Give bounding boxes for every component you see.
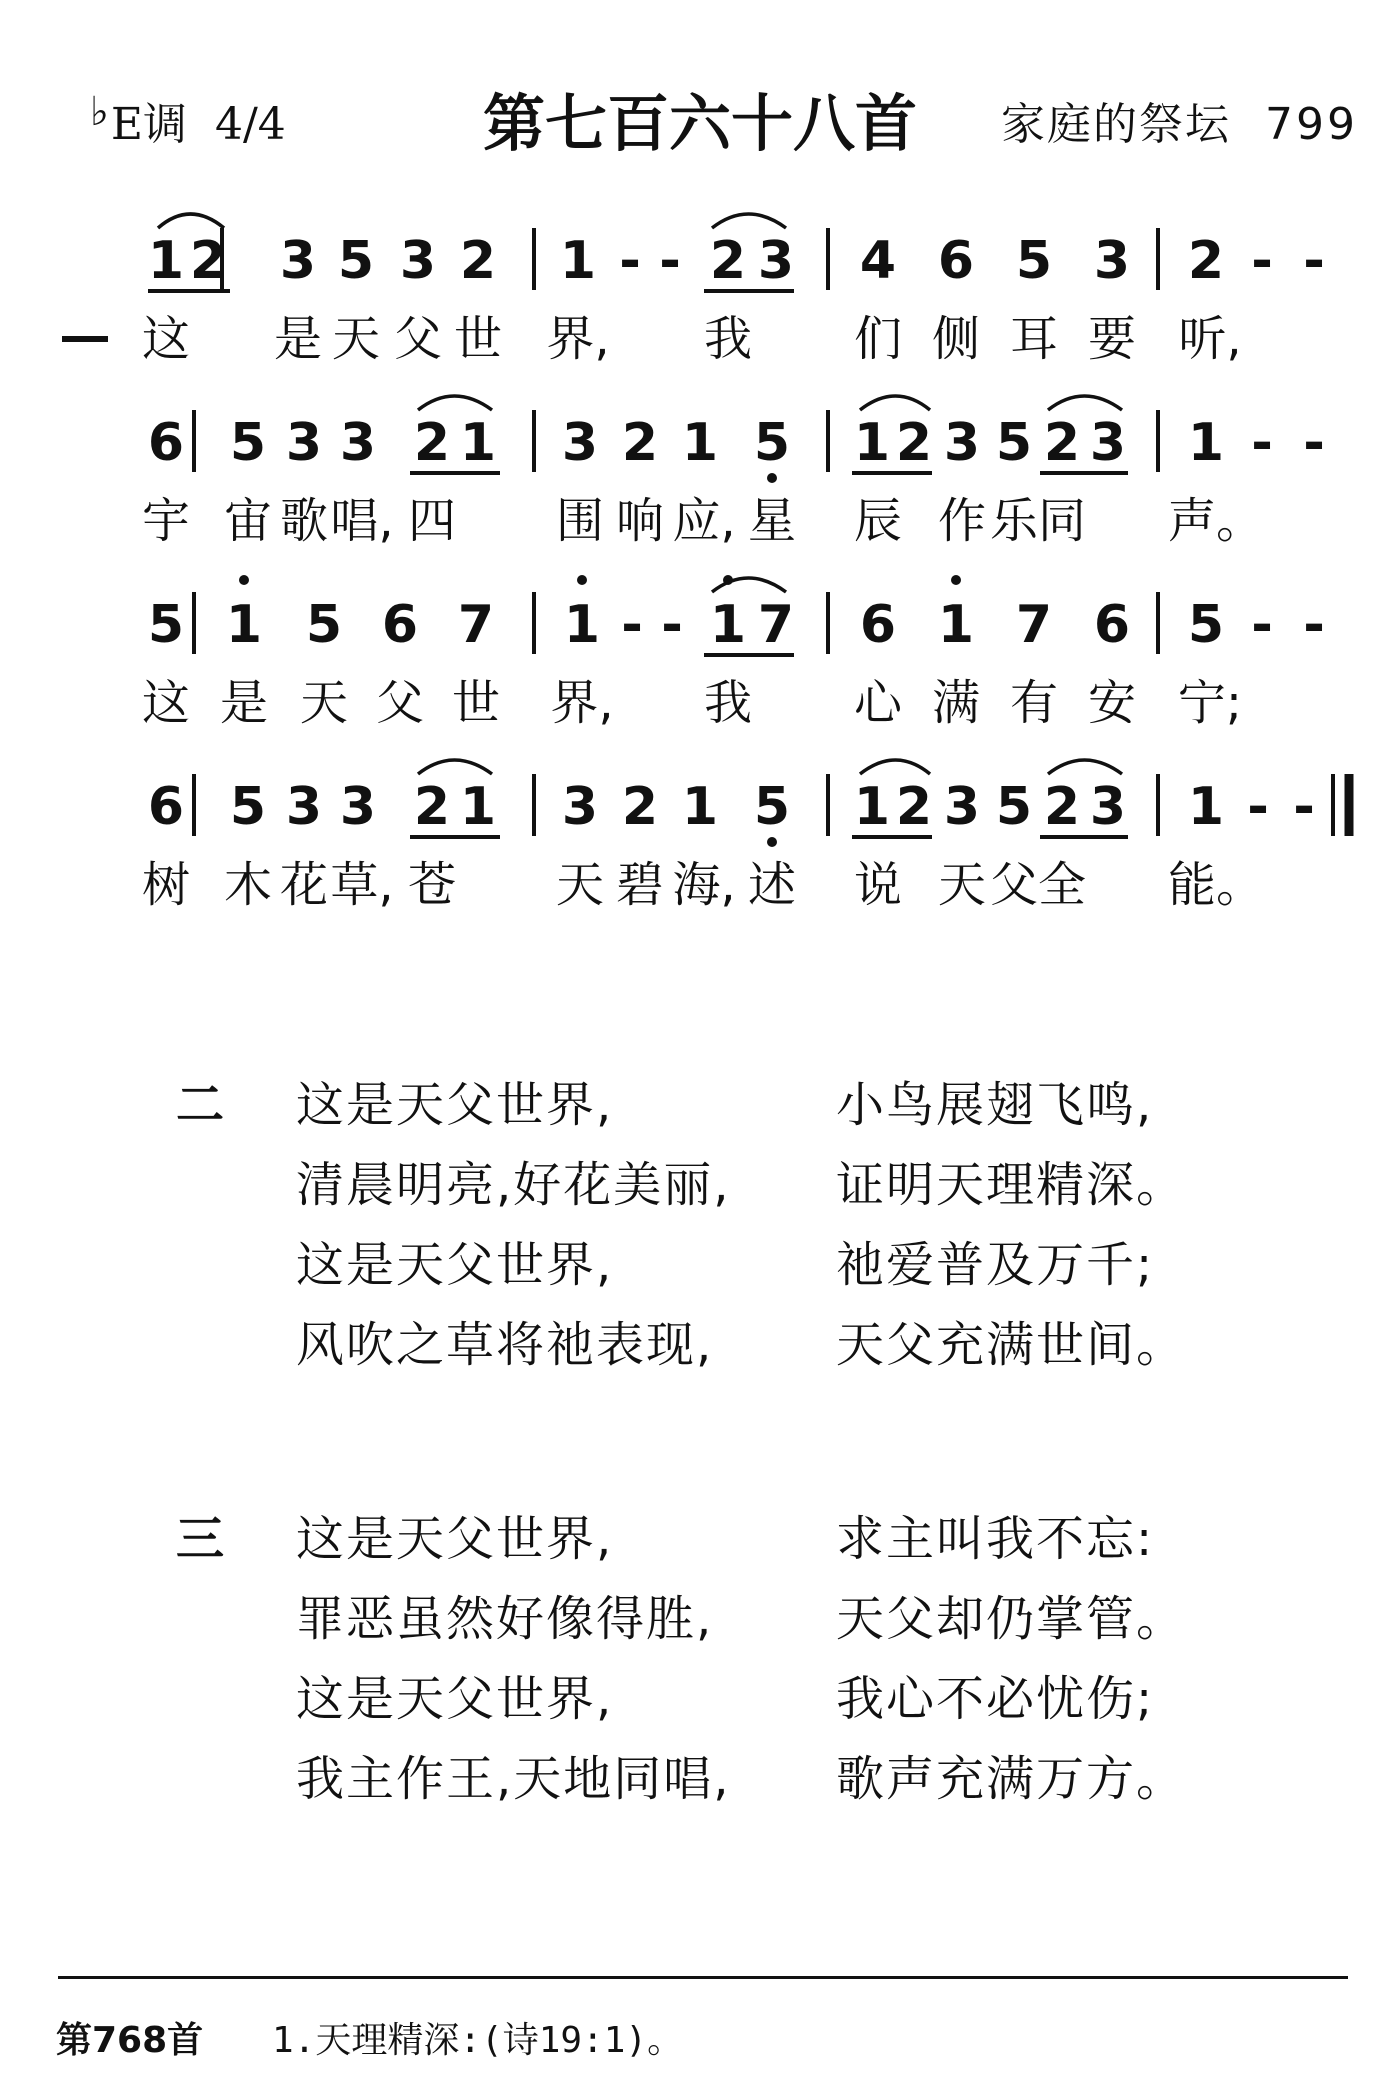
note: 5 (753, 777, 791, 837)
note: 3 (1093, 231, 1131, 291)
note: 2 (413, 413, 451, 473)
lyric: 歌 (279, 493, 329, 549)
lyric: 侧 (931, 311, 981, 367)
note: 1 (681, 777, 719, 837)
verse-line: 祂爱普及万千; (836, 1237, 1155, 1293)
note: 3 (561, 413, 599, 473)
flat-symbol: ♭ (90, 89, 109, 135)
note: 3 (1089, 777, 1127, 837)
lyric: 能。 (1167, 857, 1265, 913)
dash: - (621, 595, 643, 655)
lyric: 耳 (1009, 311, 1059, 367)
footnote-divider (58, 1976, 1348, 1979)
dash: - (1251, 231, 1273, 291)
verse-line: 清晨明亮,好花美丽, (296, 1157, 731, 1213)
verse-line: 天父却仍掌管。 (836, 1591, 1187, 1647)
note: 2 (1043, 413, 1081, 473)
note: 6 (1093, 595, 1131, 655)
note: 3 (285, 413, 323, 473)
lyric: 树 (141, 857, 191, 913)
lyric: 是 (219, 675, 269, 731)
note: 5 (1015, 231, 1053, 291)
note: 5 (305, 595, 343, 655)
dash: - (1251, 595, 1273, 655)
dash: - (1293, 777, 1315, 837)
lyric: 满 (931, 675, 981, 731)
verse-line: 求主叫我不忘: (836, 1511, 1155, 1567)
note: 3 (943, 413, 981, 473)
note: 6 (937, 231, 975, 291)
note: 1 (1187, 777, 1225, 837)
dash: - (661, 595, 683, 655)
lyric: 乐 (989, 493, 1039, 549)
key-name: E调 (110, 99, 187, 150)
verse-line: 风吹之草将祂表现, (296, 1317, 714, 1373)
note: 1 (225, 595, 263, 655)
note: 3 (561, 777, 599, 837)
lyric: 宙 (223, 493, 273, 549)
note: 4 (859, 231, 897, 291)
time-signature: 4/4 (214, 99, 286, 150)
lyric: 界, (550, 675, 614, 731)
note: 6 (859, 595, 897, 655)
dash: - (1251, 413, 1273, 473)
verse-number: 二 (176, 1077, 225, 1133)
lyric: 声。 (1167, 493, 1265, 549)
page-number: 799 (1265, 99, 1358, 150)
lyric: 父 (393, 311, 443, 367)
verse-line: 我心不必忧伤; (836, 1671, 1155, 1727)
note: 1 (853, 413, 891, 473)
dash: - (1303, 231, 1325, 291)
note: 2 (709, 231, 747, 291)
note: 5 (753, 413, 791, 473)
hymn-category: 家庭的祭坛 (1001, 99, 1232, 150)
lyric: 要 (1087, 311, 1137, 367)
lyric: 世 (451, 675, 501, 731)
lyric: 这 (141, 675, 191, 731)
lyric: 宁; (1177, 675, 1243, 731)
lyric: 天 (299, 675, 349, 731)
lyric: 花 (279, 857, 329, 913)
note: 7 (457, 595, 495, 655)
verse-number: 三 (176, 1511, 225, 1567)
notes-row-4 (148, 777, 1315, 837)
note: 3 (1089, 413, 1127, 473)
note: 2 (1043, 777, 1081, 837)
note: 1 (709, 595, 747, 655)
note: 1 (853, 777, 891, 837)
lyric: 星 (747, 493, 797, 549)
lyric: 宇 (141, 493, 191, 549)
lyric: 父 (375, 675, 425, 731)
lyrics-row-1 (142, 311, 1242, 367)
footnote-hymn-ref: 第768首 (56, 2020, 204, 2061)
lyric: 苍 (407, 857, 457, 913)
dash: - (659, 231, 681, 291)
note: 6 (147, 413, 185, 473)
lyric: 木 (223, 857, 273, 913)
lyric: 我 (703, 311, 753, 367)
lyrics-row-3 (142, 675, 1242, 731)
lyric: 同 (1037, 493, 1087, 549)
lyric: 应, (672, 493, 736, 549)
note: 2 (413, 777, 451, 837)
verse-line: 小鸟展翅飞鸣, (836, 1077, 1154, 1133)
note: 7 (757, 595, 795, 655)
verse-line: 歌声充满万方。 (836, 1751, 1187, 1807)
verse-line: 天父充满世间。 (836, 1317, 1187, 1373)
lyric: 说 (853, 857, 903, 913)
note: 5 (337, 231, 375, 291)
note: 1 (147, 231, 185, 291)
note: 1 (563, 595, 601, 655)
note: 1 (459, 777, 497, 837)
note: 5 (995, 413, 1033, 473)
footnote-text: 1.天理精深:(诗19:1)。 (272, 2020, 684, 2061)
lyric: 唱, (330, 493, 394, 549)
note: 1 (1187, 413, 1225, 473)
lyric: 心 (853, 675, 903, 731)
lyric: 有 (1009, 675, 1059, 731)
note: 2 (621, 413, 659, 473)
lyric: 四 (407, 493, 457, 549)
note: 2 (895, 777, 933, 837)
lyric: 世 (453, 311, 503, 367)
lyric: 这 (141, 311, 191, 367)
verse-line: 这是天父世界, (296, 1671, 614, 1727)
verse-line: 罪恶虽然好像得胜, (296, 1591, 714, 1647)
lyric: 述 (747, 857, 797, 913)
verse-line: 证明天理精深。 (836, 1157, 1187, 1213)
note: 3 (339, 413, 377, 473)
lyric: 们 (853, 311, 903, 367)
note: 3 (943, 777, 981, 837)
lyric: 父 (989, 857, 1039, 913)
hymn-title: 第七百六十八首 (482, 87, 917, 160)
note: 1 (937, 595, 975, 655)
notes-row-3 (148, 595, 1325, 655)
notes-row-2 (148, 413, 1325, 473)
note: 3 (339, 777, 377, 837)
lyric: 听, (1178, 311, 1242, 367)
lyric: 辰 (853, 493, 903, 549)
note: 6 (381, 595, 419, 655)
lyric: 是 (273, 311, 323, 367)
note: 5 (995, 777, 1033, 837)
dash: - (1303, 413, 1325, 473)
note: 2 (189, 231, 227, 291)
lyric: 碧 (615, 857, 665, 913)
verse-line: 这是天父世界, (296, 1237, 614, 1293)
dash: - (1303, 595, 1325, 655)
note: 5 (229, 777, 267, 837)
lyric: 天 (937, 857, 987, 913)
lyric: 响 (615, 493, 665, 549)
note: 6 (147, 777, 185, 837)
lyric: 天 (555, 857, 605, 913)
note: 1 (459, 413, 497, 473)
lyric: 海, (672, 857, 736, 913)
note: 3 (399, 231, 437, 291)
lyrics-row-2 (142, 493, 1264, 549)
dash: - (619, 231, 641, 291)
note: 2 (895, 413, 933, 473)
lyric: 安 (1087, 675, 1137, 731)
score (0, 0, 1400, 960)
lyric: 界, (546, 311, 610, 367)
note: 5 (147, 595, 185, 655)
lyric: 围 (555, 493, 605, 549)
note: 2 (621, 777, 659, 837)
note: 5 (1187, 595, 1225, 655)
note: 3 (279, 231, 317, 291)
note: 1 (681, 413, 719, 473)
note: 3 (757, 231, 795, 291)
note: 1 (559, 231, 597, 291)
verse-line: 我主作王,天地同唱, (296, 1751, 731, 1807)
verse-line: 这是天父世界, (296, 1511, 614, 1567)
note: 5 (229, 413, 267, 473)
note: 3 (285, 777, 323, 837)
lyric: 全 (1037, 857, 1087, 913)
note: 7 (1015, 595, 1053, 655)
notes-row-1 (148, 231, 1325, 291)
lyric: 天 (331, 311, 381, 367)
dash: - (1247, 777, 1269, 837)
lyric: 作 (937, 493, 987, 549)
lyric: 我 (703, 675, 753, 731)
lyrics-row-4 (142, 857, 1264, 913)
verse-line: 这是天父世界, (296, 1077, 614, 1133)
note: 2 (459, 231, 497, 291)
lyric: 草, (330, 857, 394, 913)
underlines (148, 291, 1131, 837)
note: 2 (1187, 231, 1225, 291)
